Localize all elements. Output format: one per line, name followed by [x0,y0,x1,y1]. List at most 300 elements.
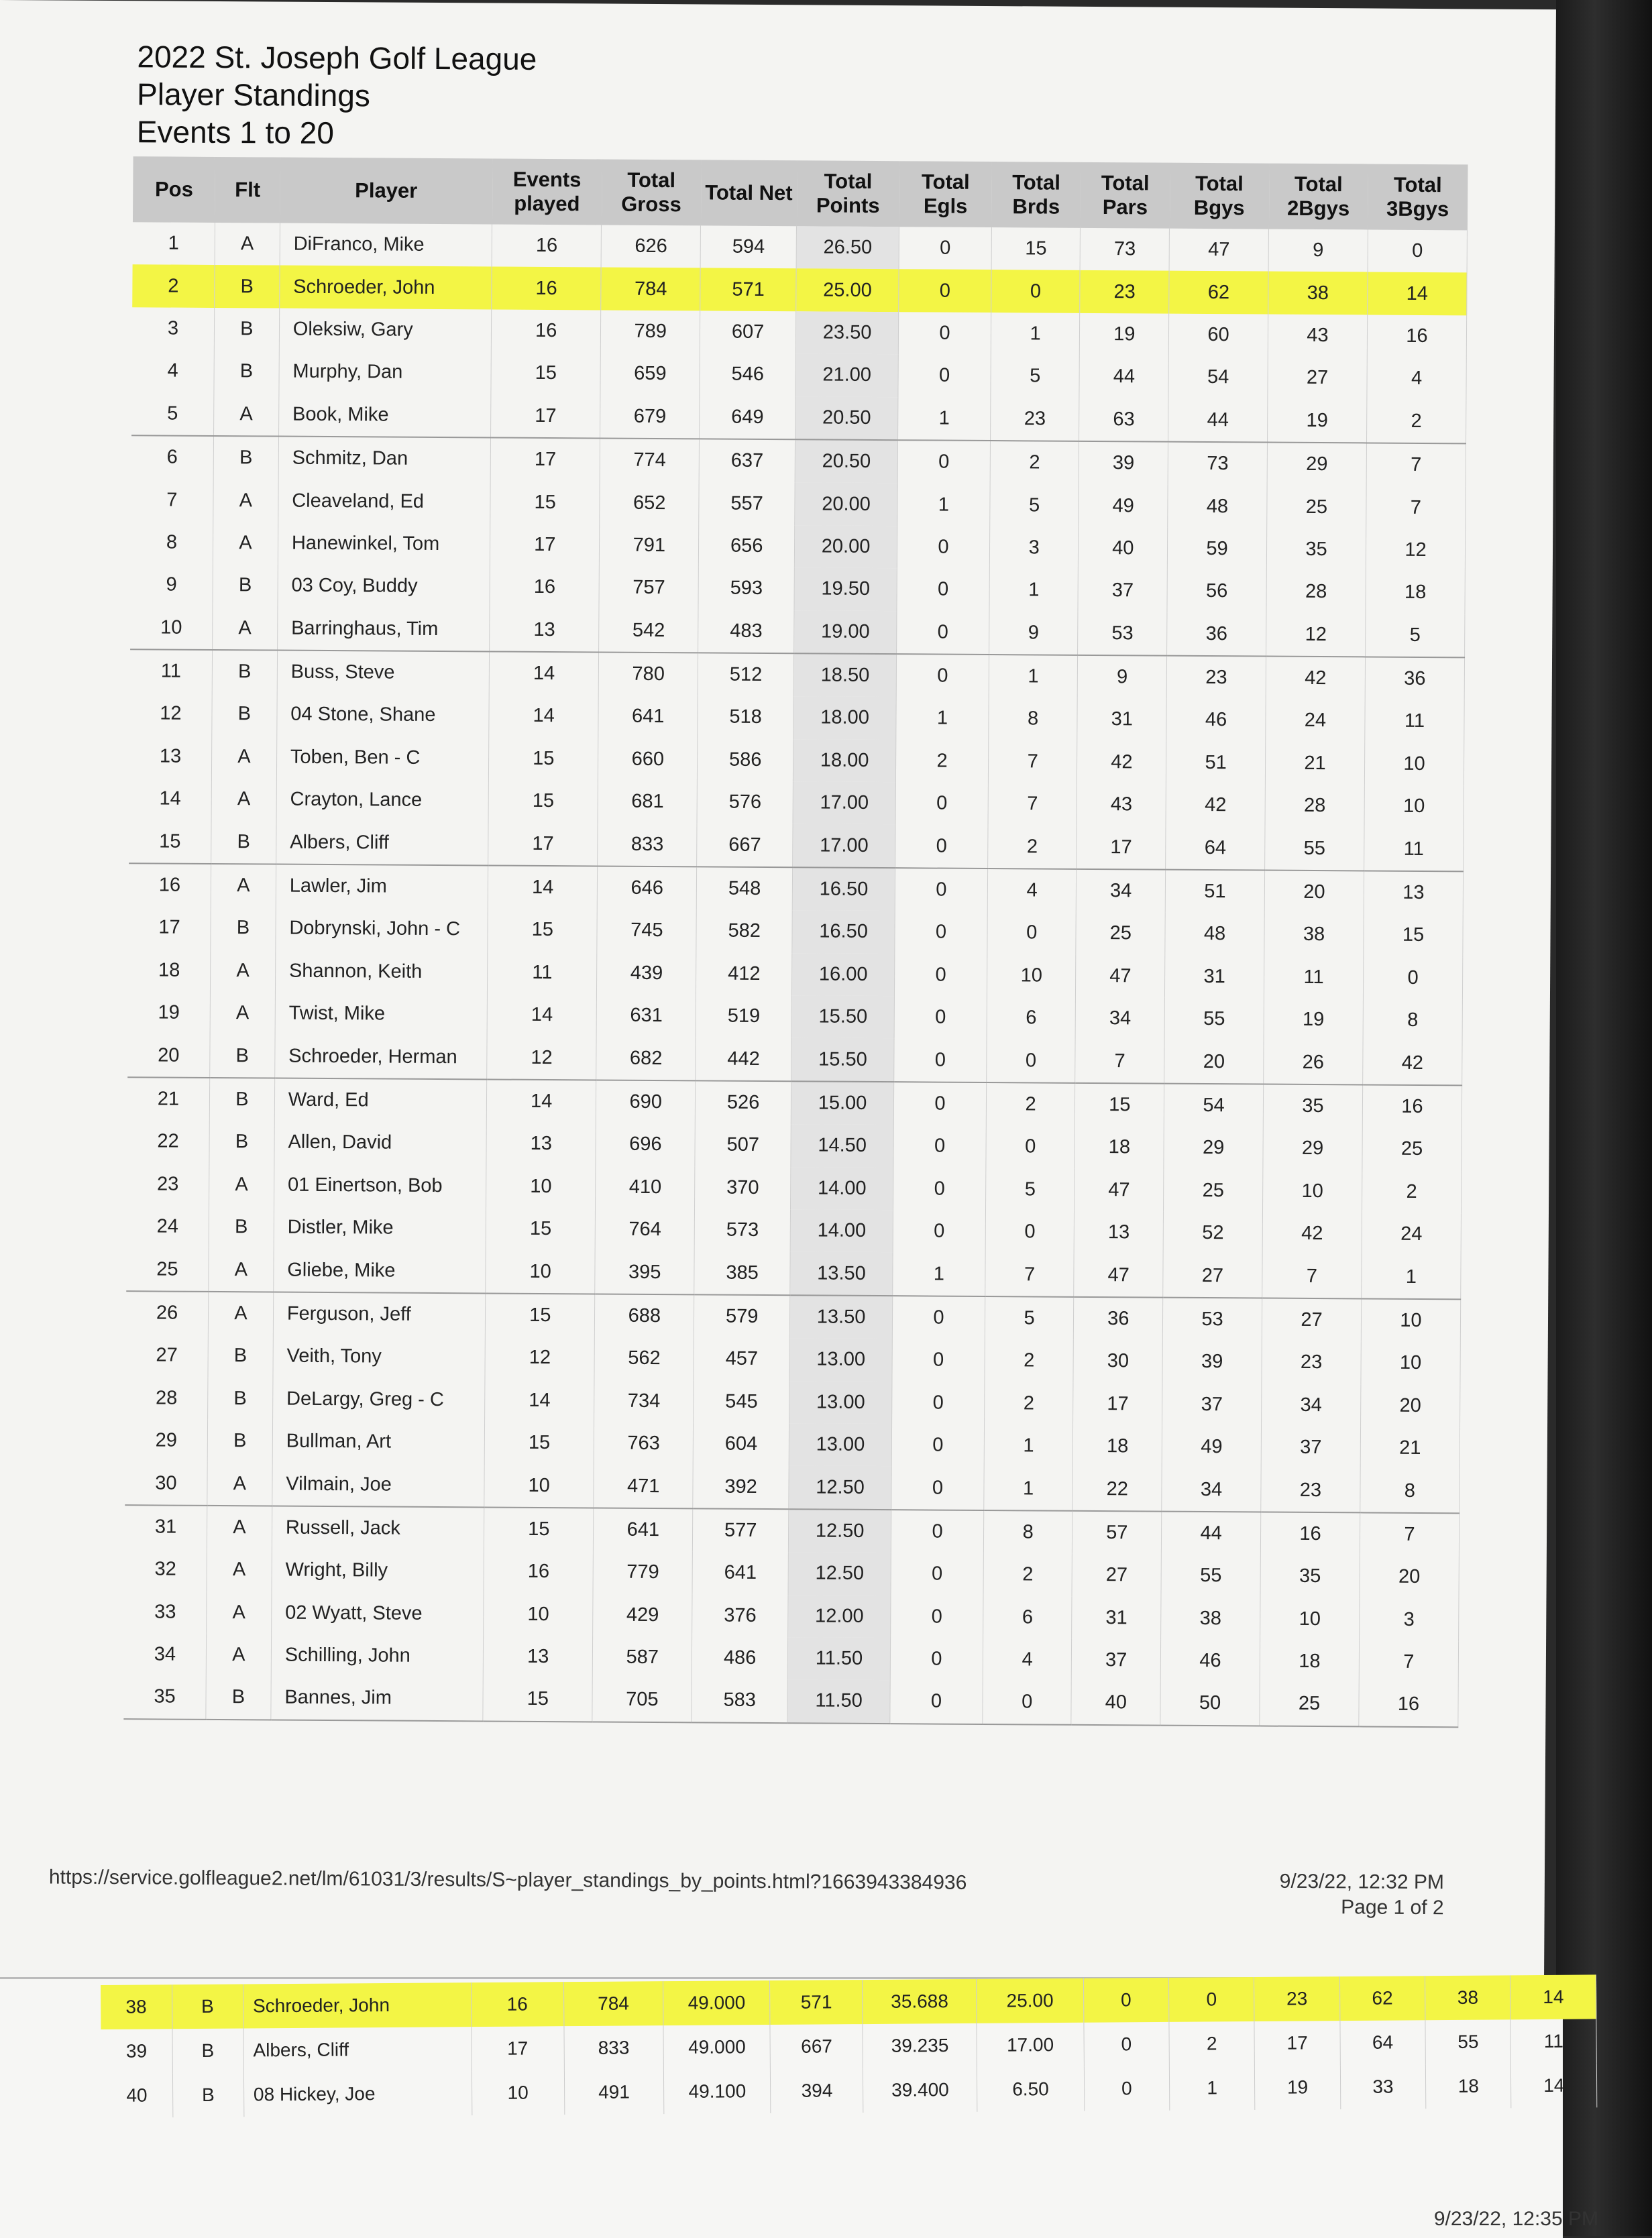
cell-pos: 14 [129,777,212,820]
cell-birdies: 2 [986,1082,1075,1126]
cell-net: 457 [694,1338,789,1381]
cell-points: 20.00 [795,483,897,526]
league-name: 2022 St. Joseph Golf League [137,39,537,76]
cell-player: Murphy, Dan [279,351,492,394]
cell-birdies: 1 [984,1424,1073,1467]
cell-pos: 18 [128,949,211,992]
cell-birdies: 1 [989,569,1079,612]
cell-bogeys: 51 [1165,869,1264,913]
cell-double-bogeys: 27 [1268,357,1367,400]
cell-double-bogeys: 42 [1262,1213,1362,1255]
cell-birdies: 8 [983,1510,1072,1554]
cell-bogeys: 44 [1168,398,1268,442]
cell-bogeys: 73 [1168,442,1267,486]
cell-triple-bogeys: 0 [1368,229,1467,272]
report-name: Player Standings [136,76,371,113]
cell-events: 10 [484,1464,594,1508]
cell-net: 412 [696,952,792,995]
cell-points: 12.00 [788,1595,891,1638]
cell-events: 16 [491,309,601,352]
cell-net: 486 [692,1636,787,1679]
cell-net: 641 [692,1551,788,1594]
table-row [125,1505,1460,1557]
cell-double-bogeys: 10 [1260,1598,1360,1640]
cell-gross: 660 [598,738,698,781]
cell-pars: 13 [1075,1211,1164,1254]
cell-events: 15 [488,909,598,952]
cell-triple-bogeys: 7 [1366,486,1466,529]
page2-cell: 0 [1083,1978,1169,2023]
cell-birdies: 8 [989,697,1078,740]
cell-events: 15 [491,352,601,395]
cell-gross: 395 [595,1251,694,1294]
table-row [131,392,1466,444]
cell-flight: A [213,606,278,650]
cell-pars: 19 [1080,313,1169,356]
page2-cell: 38 [1425,1975,1511,2020]
cell-events: 17 [490,437,600,481]
cell-bogeys: 20 [1164,1040,1264,1084]
cell-pos: 30 [125,1462,207,1506]
cell-bogeys: 44 [1161,1511,1260,1555]
cell-net: 649 [700,396,795,439]
cell-pars: 40 [1079,527,1168,570]
cell-gross: 646 [598,866,697,909]
cell-double-bogeys: 28 [1266,571,1366,614]
cell-flight: B [211,907,276,950]
cell-birdies: 5 [990,484,1079,526]
cell-flight: A [208,1292,273,1335]
page-number: Page 1 of 2 [1341,1896,1444,1919]
cell-player: Dobrynski, John - C [276,907,488,951]
cell-pos: 9 [130,563,213,606]
cell-points: 12.50 [788,1552,891,1595]
cell-double-bogeys: 38 [1268,272,1368,315]
cell-player: Ferguson, Jeff [273,1292,486,1336]
cell-net: 376 [692,1594,788,1637]
cell-bogeys: 47 [1169,229,1268,272]
cell-gross: 659 [600,353,700,396]
cell-flight: B [212,693,277,736]
cell-points: 20.50 [795,439,897,483]
cell-events: 15 [483,1678,593,1722]
cell-flight: B [211,820,276,864]
cell-pos: 4 [131,349,214,392]
cell-net: 557 [699,482,795,525]
cell-gross: 833 [598,823,697,866]
cell-gross: 734 [594,1380,694,1422]
cell-bogeys: 50 [1160,1682,1260,1726]
cell-triple-bogeys: 1 [1362,1255,1461,1299]
cell-points: 19.00 [794,610,897,654]
page2-cell: 62 [1339,1976,1425,2021]
cell-birdies: 1 [991,313,1080,355]
page2-cell: 667 [770,2024,863,2069]
cell-pos: 25 [126,1248,209,1292]
page2-cell: 33 [1340,2064,1426,2109]
cell-eagles: 0 [899,270,991,313]
cell-points: 15.50 [791,1038,894,1082]
page2-cell: 784 [563,1981,663,2026]
cell-double-bogeys: 10 [1263,1170,1362,1213]
page2-cell: 23 [1254,1976,1340,2021]
cell-pos: 10 [130,606,213,650]
page2-cell: 19 [1255,2065,1341,2110]
cell-pos: 28 [125,1377,208,1420]
cell-gross: 690 [596,1080,696,1123]
cell-pars: 44 [1079,355,1168,398]
page2-cell: 39 [101,2029,172,2074]
cell-eagles: 0 [891,1596,983,1638]
cell-flight: A [207,1462,272,1506]
cell-player: Schroeder, John [280,266,492,309]
cell-flight: B [208,1335,273,1378]
cell-points: 16.00 [792,953,895,996]
cell-triple-bogeys: 10 [1361,1298,1460,1342]
cell-birdies: 0 [987,911,1077,954]
cell-events: 16 [484,1551,594,1593]
col-header-pars: Total Pars [1081,162,1170,229]
cell-birdies: 0 [985,1211,1075,1253]
cell-double-bogeys: 20 [1264,870,1364,913]
cell-player: Twist, Mike [275,993,488,1036]
cell-bogeys: 48 [1168,485,1267,528]
cell-net: 518 [698,696,793,739]
cell-birdies: 9 [989,612,1078,655]
cell-eagles: 2 [896,740,989,783]
cell-events: 15 [484,1421,594,1464]
cell-points: 18.00 [793,697,896,740]
page2-cell: 0 [1168,1977,1254,2022]
cell-events: 10 [484,1593,594,1636]
table-row [129,820,1464,872]
cell-double-bogeys: 42 [1266,656,1365,700]
cell-pars: 47 [1074,1253,1163,1297]
cell-net: 483 [698,610,794,653]
cell-eagles: 0 [898,312,991,355]
cell-eagles: 0 [894,1039,987,1082]
page2-cell: 39.400 [863,2068,977,2113]
cell-player: DiFranco, Mike [280,223,492,267]
cell-eagles: 0 [895,868,987,911]
cell-player: 01 Einertson, Bob [274,1164,486,1207]
cell-birdies: 5 [985,1296,1074,1340]
table-row [124,1633,1459,1684]
cell-eagles: 0 [892,1339,985,1382]
cell-bogeys: 46 [1166,699,1266,742]
cell-pars: 42 [1077,741,1166,784]
cell-eagles: 0 [891,1466,984,1510]
cell-triple-bogeys: 8 [1360,1469,1460,1513]
cell-birdies: 1 [984,1467,1073,1510]
cell-double-bogeys: 27 [1262,1298,1361,1341]
cell-bogeys: 29 [1164,1127,1263,1170]
cell-birdies: 0 [983,1681,1072,1724]
page2-cell: 11 [1510,2019,1596,2064]
cell-flight: B [215,265,280,308]
cell-events: 13 [490,608,600,652]
cell-double-bogeys: 43 [1268,314,1367,357]
cell-points: 13.50 [789,1295,892,1339]
cell-points: 21.00 [795,353,898,396]
cell-events: 15 [490,481,600,524]
cell-player: 02 Wyatt, Steve [271,1591,484,1635]
cell-eagles: 0 [893,1210,985,1253]
cell-gross: 652 [600,482,699,524]
cell-points: 18.50 [793,653,896,697]
cell-triple-bogeys: 14 [1368,272,1467,315]
cell-events: 12 [487,1036,597,1080]
cell-triple-bogeys: 20 [1360,1384,1460,1427]
cell-bogeys: 48 [1165,913,1264,956]
cell-double-bogeys: 28 [1265,785,1364,828]
cell-gross: 789 [601,310,700,353]
cell-events: 15 [486,1207,596,1250]
cell-flight: A [210,950,275,993]
cell-flight: B [209,1078,274,1121]
cell-pars: 34 [1077,869,1166,913]
cell-net: 583 [692,1679,787,1723]
page2-cell: 2 [1169,2021,1255,2066]
col-header-net: Total Net [701,160,797,226]
cell-player: Bullman, Art [272,1420,485,1463]
table-row [132,265,1467,316]
cell-eagles: 1 [897,484,990,526]
cell-bogeys: 52 [1163,1212,1262,1255]
cell-player: Crayton, Lance [276,779,489,822]
page2-cell: 08 Hickey, Joe [243,2071,472,2117]
cell-gross: 410 [596,1166,695,1209]
cell-player: Veith, Tony [273,1335,486,1379]
cell-net: 571 [700,268,796,311]
cell-pos: 32 [125,1548,207,1591]
cell-double-bogeys: 12 [1266,613,1366,657]
cell-points: 11.50 [787,1637,890,1680]
binder-edge [1556,0,1652,2236]
cell-gross: 682 [596,1037,696,1080]
col-header-player: Player [280,158,492,225]
cell-pars: 25 [1076,912,1165,955]
cell-events: 14 [486,1079,596,1123]
page2-cell: 14 [1511,2063,1597,2108]
cell-triple-bogeys: 2 [1366,400,1466,443]
cell-gross: 587 [593,1636,692,1679]
cell-bogeys: 56 [1167,570,1266,613]
table-row [127,1077,1462,1129]
cell-double-bogeys: 29 [1263,1127,1362,1170]
cell-triple-bogeys: 25 [1362,1128,1462,1171]
table-row [128,991,1463,1042]
cell-events: 17 [490,523,600,566]
cell-events: 14 [485,1379,595,1422]
footer-date-block [1279,1869,1444,1921]
cell-triple-bogeys: 21 [1360,1426,1460,1469]
cell-birdies: 15 [991,227,1081,270]
cell-bogeys: 42 [1166,784,1265,827]
cell-net: 548 [696,866,792,910]
page2-cell: 49.000 [663,2025,771,2070]
cell-eagles: 0 [891,1510,984,1553]
cell-eagles: 0 [897,568,989,611]
cell-points: 16.50 [792,910,895,953]
cell-birdies: 7 [988,783,1077,826]
cell-birdies: 4 [983,1638,1072,1681]
cell-triple-bogeys: 12 [1366,528,1465,571]
cell-pos: 21 [127,1077,210,1121]
cell-double-bogeys: 37 [1261,1426,1360,1469]
cell-bogeys: 54 [1164,1083,1263,1127]
cell-bogeys: 31 [1165,955,1264,998]
col-header-birdies: Total Brds [991,162,1081,228]
cell-double-bogeys: 35 [1263,1084,1362,1127]
table-row [130,563,1465,614]
cell-flight: B [214,308,279,351]
cell-bogeys: 59 [1167,527,1266,570]
cell-net: 392 [693,1465,789,1509]
cell-pos: 17 [128,906,211,949]
cell-player: Book, Mike [278,393,491,437]
cell-points: 13.00 [789,1381,892,1424]
cell-pars: 39 [1079,441,1168,485]
cell-flight: A [209,1164,274,1207]
cell-pars: 18 [1075,1126,1164,1169]
cell-flight: B [210,1034,275,1078]
cell-events: 14 [489,651,599,695]
cell-player: Schmitz, Dan [278,437,491,481]
cell-pars: 31 [1072,1596,1161,1639]
cell-double-bogeys: 23 [1261,1469,1360,1512]
cell-events: 15 [484,1507,594,1551]
page2-cell: 17 [471,2026,563,2071]
cell-pars: 34 [1076,997,1165,1040]
cell-pars: 73 [1081,228,1170,271]
table-row [125,1377,1460,1428]
cell-birdies: 10 [987,954,1076,997]
cell-player: Bannes, Jim [271,1677,484,1721]
cell-gross: 679 [600,395,700,439]
cell-gross: 562 [594,1337,694,1380]
cell-events: 10 [486,1250,596,1294]
cell-double-bogeys: 11 [1264,956,1363,999]
cell-points: 20.50 [795,396,898,440]
cell-eagles: 0 [895,911,987,954]
cell-points: 16.50 [792,867,895,911]
cell-flight: A [215,223,280,266]
cell-pars: 47 [1076,954,1165,997]
cell-net: 586 [698,738,793,781]
cell-triple-bogeys: 10 [1364,742,1464,785]
cell-flight: A [207,1591,272,1634]
cell-triple-bogeys: 8 [1363,999,1462,1042]
table-row [129,735,1464,786]
cell-pos: 13 [129,735,212,778]
cell-player: Schroeder, Herman [275,1035,488,1079]
col-header-points: Total Points [797,160,900,227]
table-row [127,1205,1462,1256]
cell-double-bogeys: 35 [1260,1555,1360,1598]
cell-double-bogeys: 34 [1262,1384,1361,1426]
cell-birdies: 2 [983,1553,1072,1596]
page2-cell: 833 [563,2025,663,2070]
cell-double-bogeys: 26 [1264,1041,1363,1084]
cell-pos: 24 [127,1205,209,1248]
table-row [127,1034,1462,1086]
cell-pos: 23 [127,1163,209,1206]
cell-gross: 641 [594,1508,693,1551]
cell-eagles: 0 [890,1680,983,1724]
cell-bogeys: 34 [1162,1468,1261,1512]
page2-cell: 35.688 [863,1979,977,2024]
cell-flight: B [213,436,278,480]
events-range: Events 1 to 20 [136,114,335,151]
cell-events: 13 [483,1635,593,1678]
cell-net: 656 [699,524,795,567]
cell-points: 26.50 [796,226,899,269]
cell-pos: 7 [131,479,213,522]
col-header-gross: Total Gross [602,159,702,225]
cell-net: 637 [699,439,795,482]
cell-double-bogeys: 25 [1267,486,1366,528]
print-datetime: 9/23/22, 12:32 PM [1279,1870,1444,1894]
cell-eagles: 0 [891,1424,984,1467]
cell-player: Russell, Jack [272,1506,484,1550]
page2-cell: 571 [770,1980,863,2025]
table-row [130,649,1465,701]
cell-flight: B [212,650,277,693]
cell-double-bogeys: 23 [1262,1341,1361,1384]
cell-pars: 22 [1072,1467,1162,1511]
cell-gross: 779 [593,1551,692,1594]
cell-events: 14 [488,865,598,909]
cell-double-bogeys: 25 [1260,1683,1359,1726]
cell-bogeys: 27 [1163,1254,1262,1298]
page2-cell: 40 [101,2073,173,2118]
cell-points: 14.50 [791,1124,893,1167]
page2-cell: B [172,2073,244,2118]
cell-birdies: 2 [990,441,1079,484]
cell-player: Oleksiw, Gary [279,308,492,351]
page2-cell: 14 [1510,1974,1596,2019]
cell-eagles: 0 [895,782,988,825]
cell-bogeys: 62 [1169,271,1268,314]
cell-eagles: 0 [890,1638,983,1681]
cell-net: 593 [698,567,794,610]
cell-flight: B [207,1420,272,1463]
cell-events: 11 [488,951,598,994]
cell-triple-bogeys: 16 [1367,315,1466,357]
cell-net: 604 [693,1422,789,1465]
cell-gross: 757 [599,567,698,610]
cell-points: 11.50 [787,1680,890,1724]
col-header-triple-bogeys: Total 3Bgys [1368,164,1468,230]
cell-pars: 40 [1071,1681,1160,1725]
cell-eagles: 0 [895,954,987,997]
cell-flight: A [211,736,276,779]
table-row [128,949,1463,1000]
cell-birdies: 7 [988,740,1077,783]
page2-cell: 49.100 [664,2069,771,2114]
table-row [129,863,1464,915]
table-row [129,777,1464,828]
table-row [131,349,1466,400]
table-row [127,1163,1462,1214]
cell-events: 17 [491,394,601,438]
col-header-bogeys: Total Bgys [1170,163,1270,229]
page2-cell: 0 [1084,2066,1170,2111]
page2-cell: 16 [471,1982,563,2027]
cell-flight: A [213,393,278,437]
page2-cell: 18 [1425,2064,1511,2109]
